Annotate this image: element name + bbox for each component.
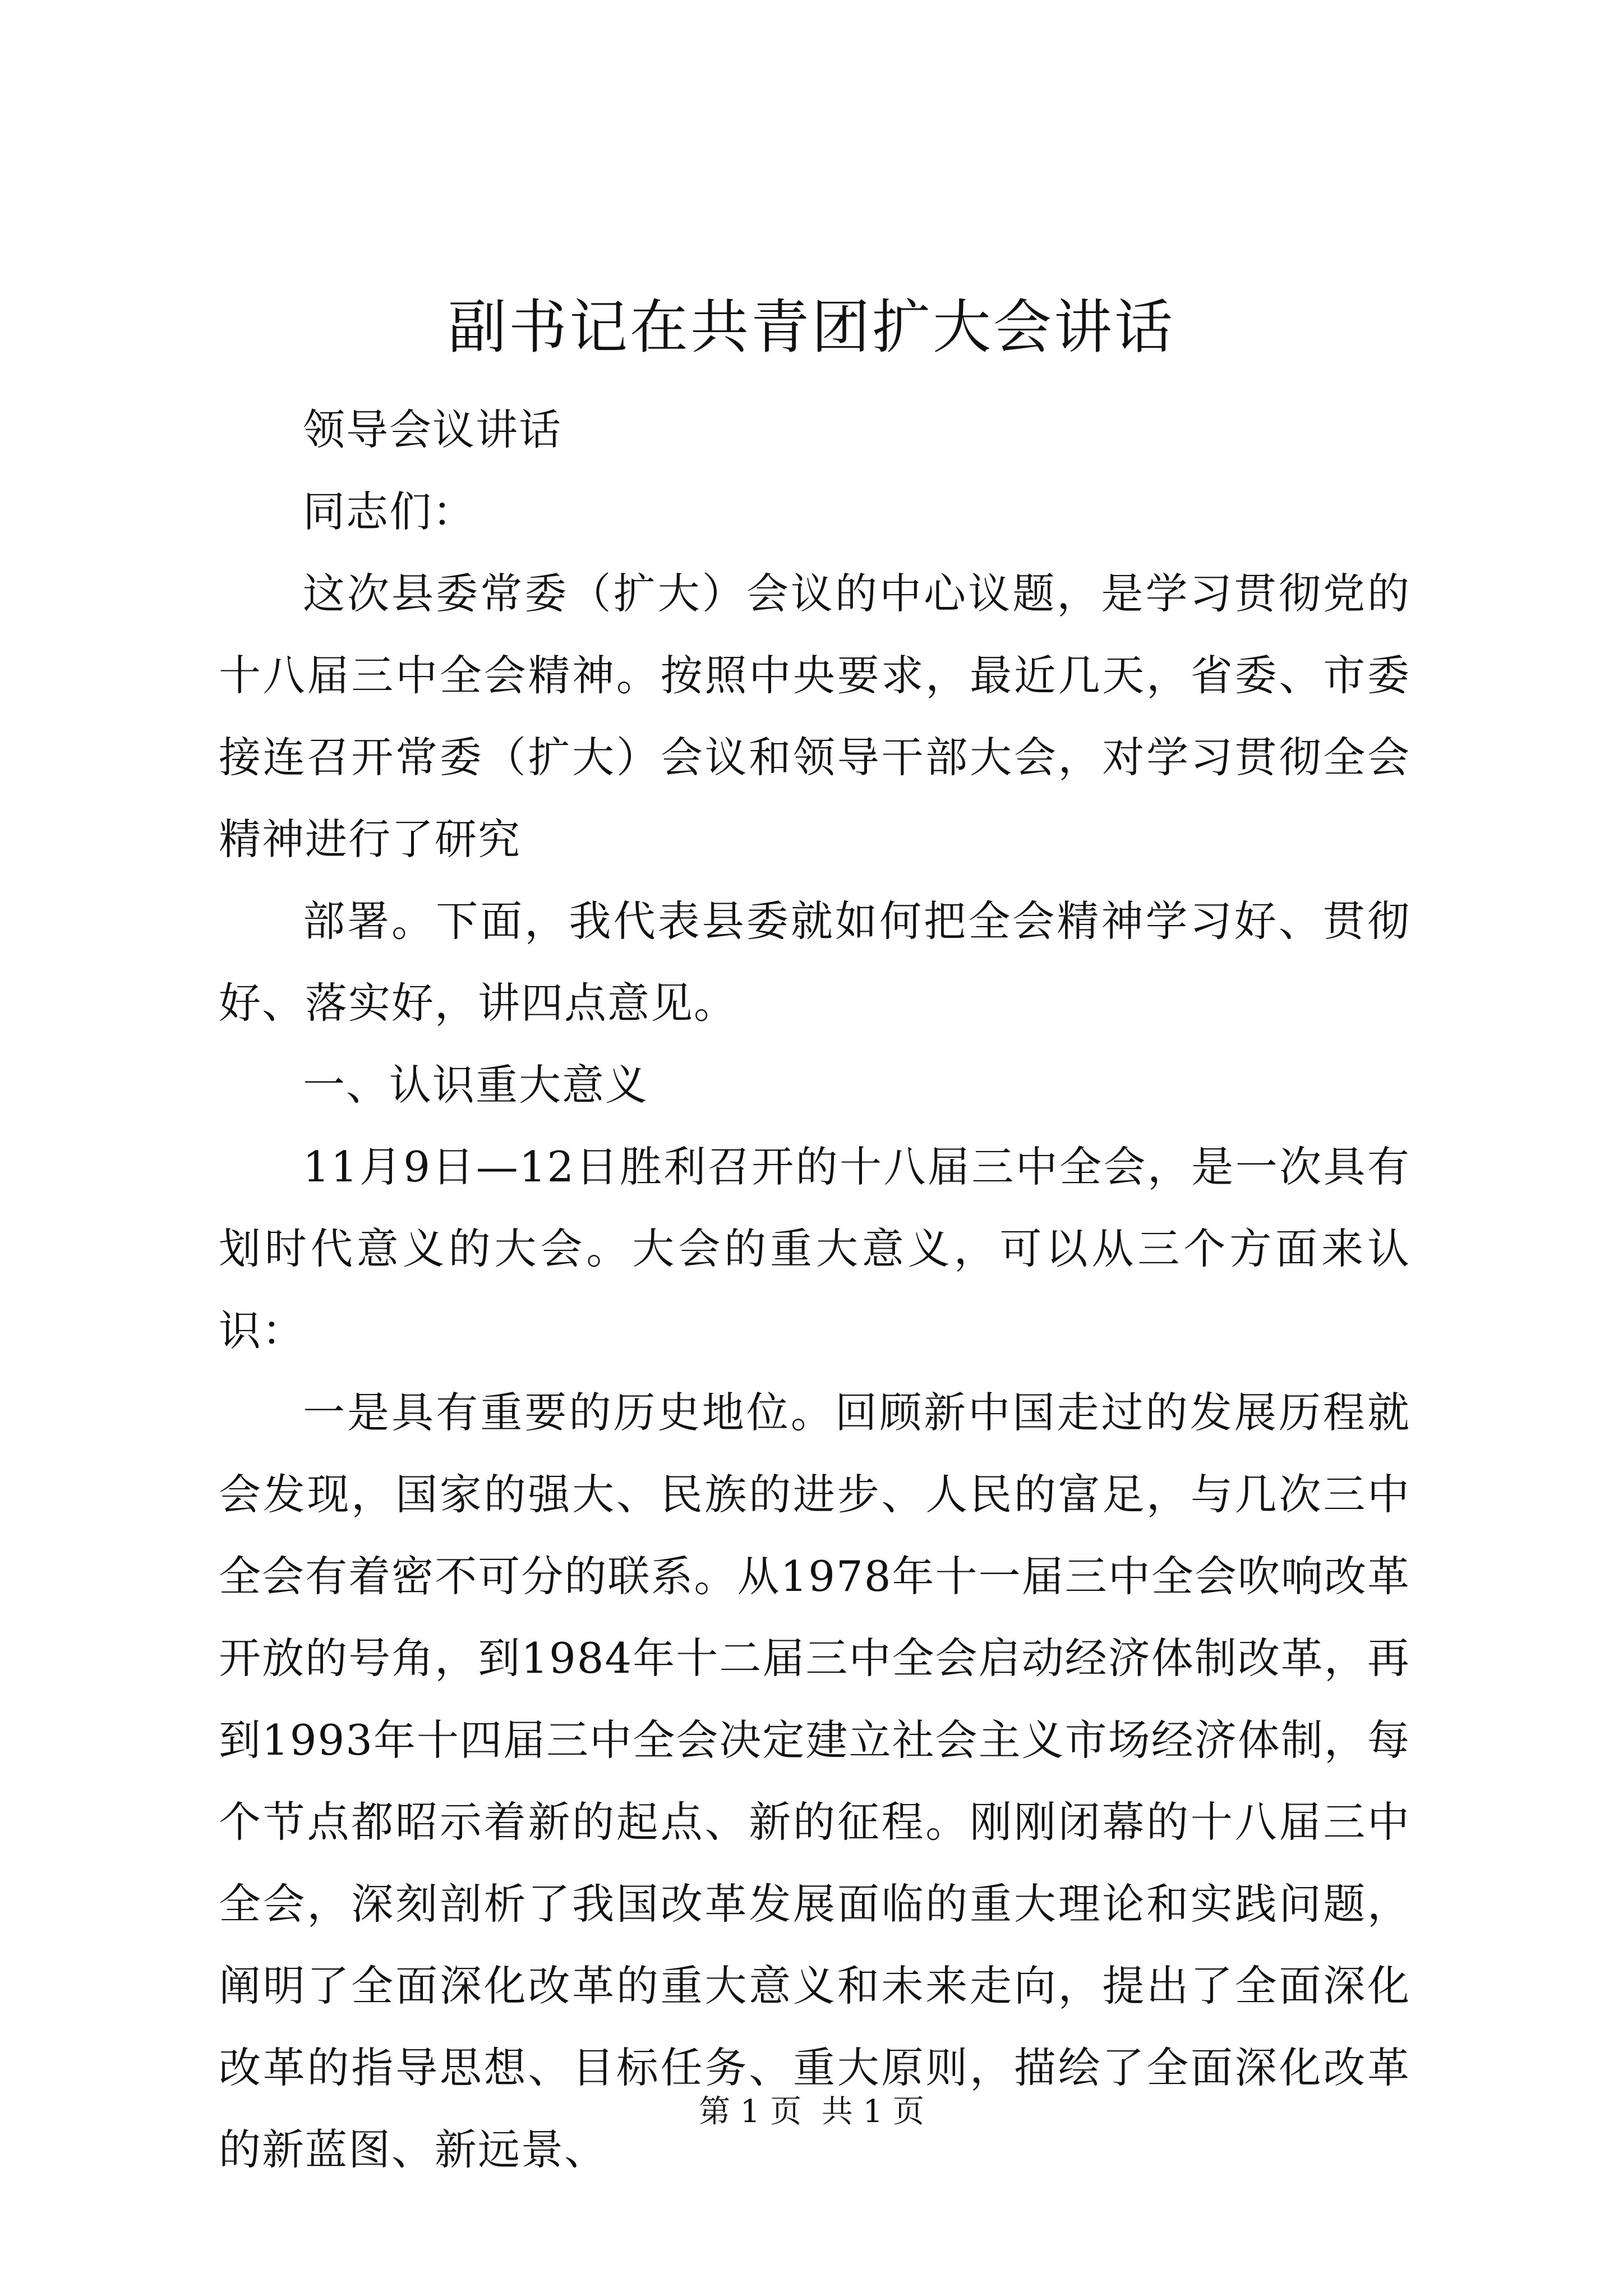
document-body — [219, 389, 1410, 2191]
paragraph-category: 领导会议讲话 — [303, 405, 562, 454]
paragraph-salutation: 同志们： — [303, 487, 476, 536]
section-heading: 一、认识重大意义 — [303, 1060, 649, 1110]
page-footer: 第 1 页 共 1 页 — [698, 2093, 925, 2130]
paragraph: 一是具有重要的历史地位。回顾新中国走过的发展历程就会发现，国家的强大、民族的进步、人民的富足，与几次三中全会有着密不可分的联系。从1978年十一届三中全会吹响改革开放的号角，到1984年十二届三中全会启动经济体制改革，再到1993年十四届三中全会决定建立社会主义市场经济体制，每个节点都昭示着新的起点、新的征程。刚刚闭幕的十八届三中全会，深刻剖析了我国改革发展面临的重大理论和实践问题，阐明了全面深化改革的重大意义和未来走向，提出了全面深化改革的指导思想、目标任务、重大原则，描绘了全面深化改革的新蓝图、新远景、 — [219, 1388, 1410, 2174]
paragraph: 11月9日—12日胜利召开的十八届三中全会，是一次具有划时代意义的大会。大会的重大意义，可以从三个方面来认识： — [219, 1142, 1410, 1355]
paragraph: 这次县委常委（扩大）会议的中心议题，是学习贯彻党的十八届三中全会精神。按照中央要求，最近几天，省委、市委接连召开常委（扩大）会议和领导干部大会，对学习贯彻全会精神进行了研究 — [219, 569, 1410, 864]
paragraph: 部署。下面，我代表县委就如何把全会精神学习好、贯彻好、落实好，讲四点意见。 — [219, 896, 1410, 1028]
document-title: 副书记在共青团扩大会讲话 — [448, 293, 1175, 361]
